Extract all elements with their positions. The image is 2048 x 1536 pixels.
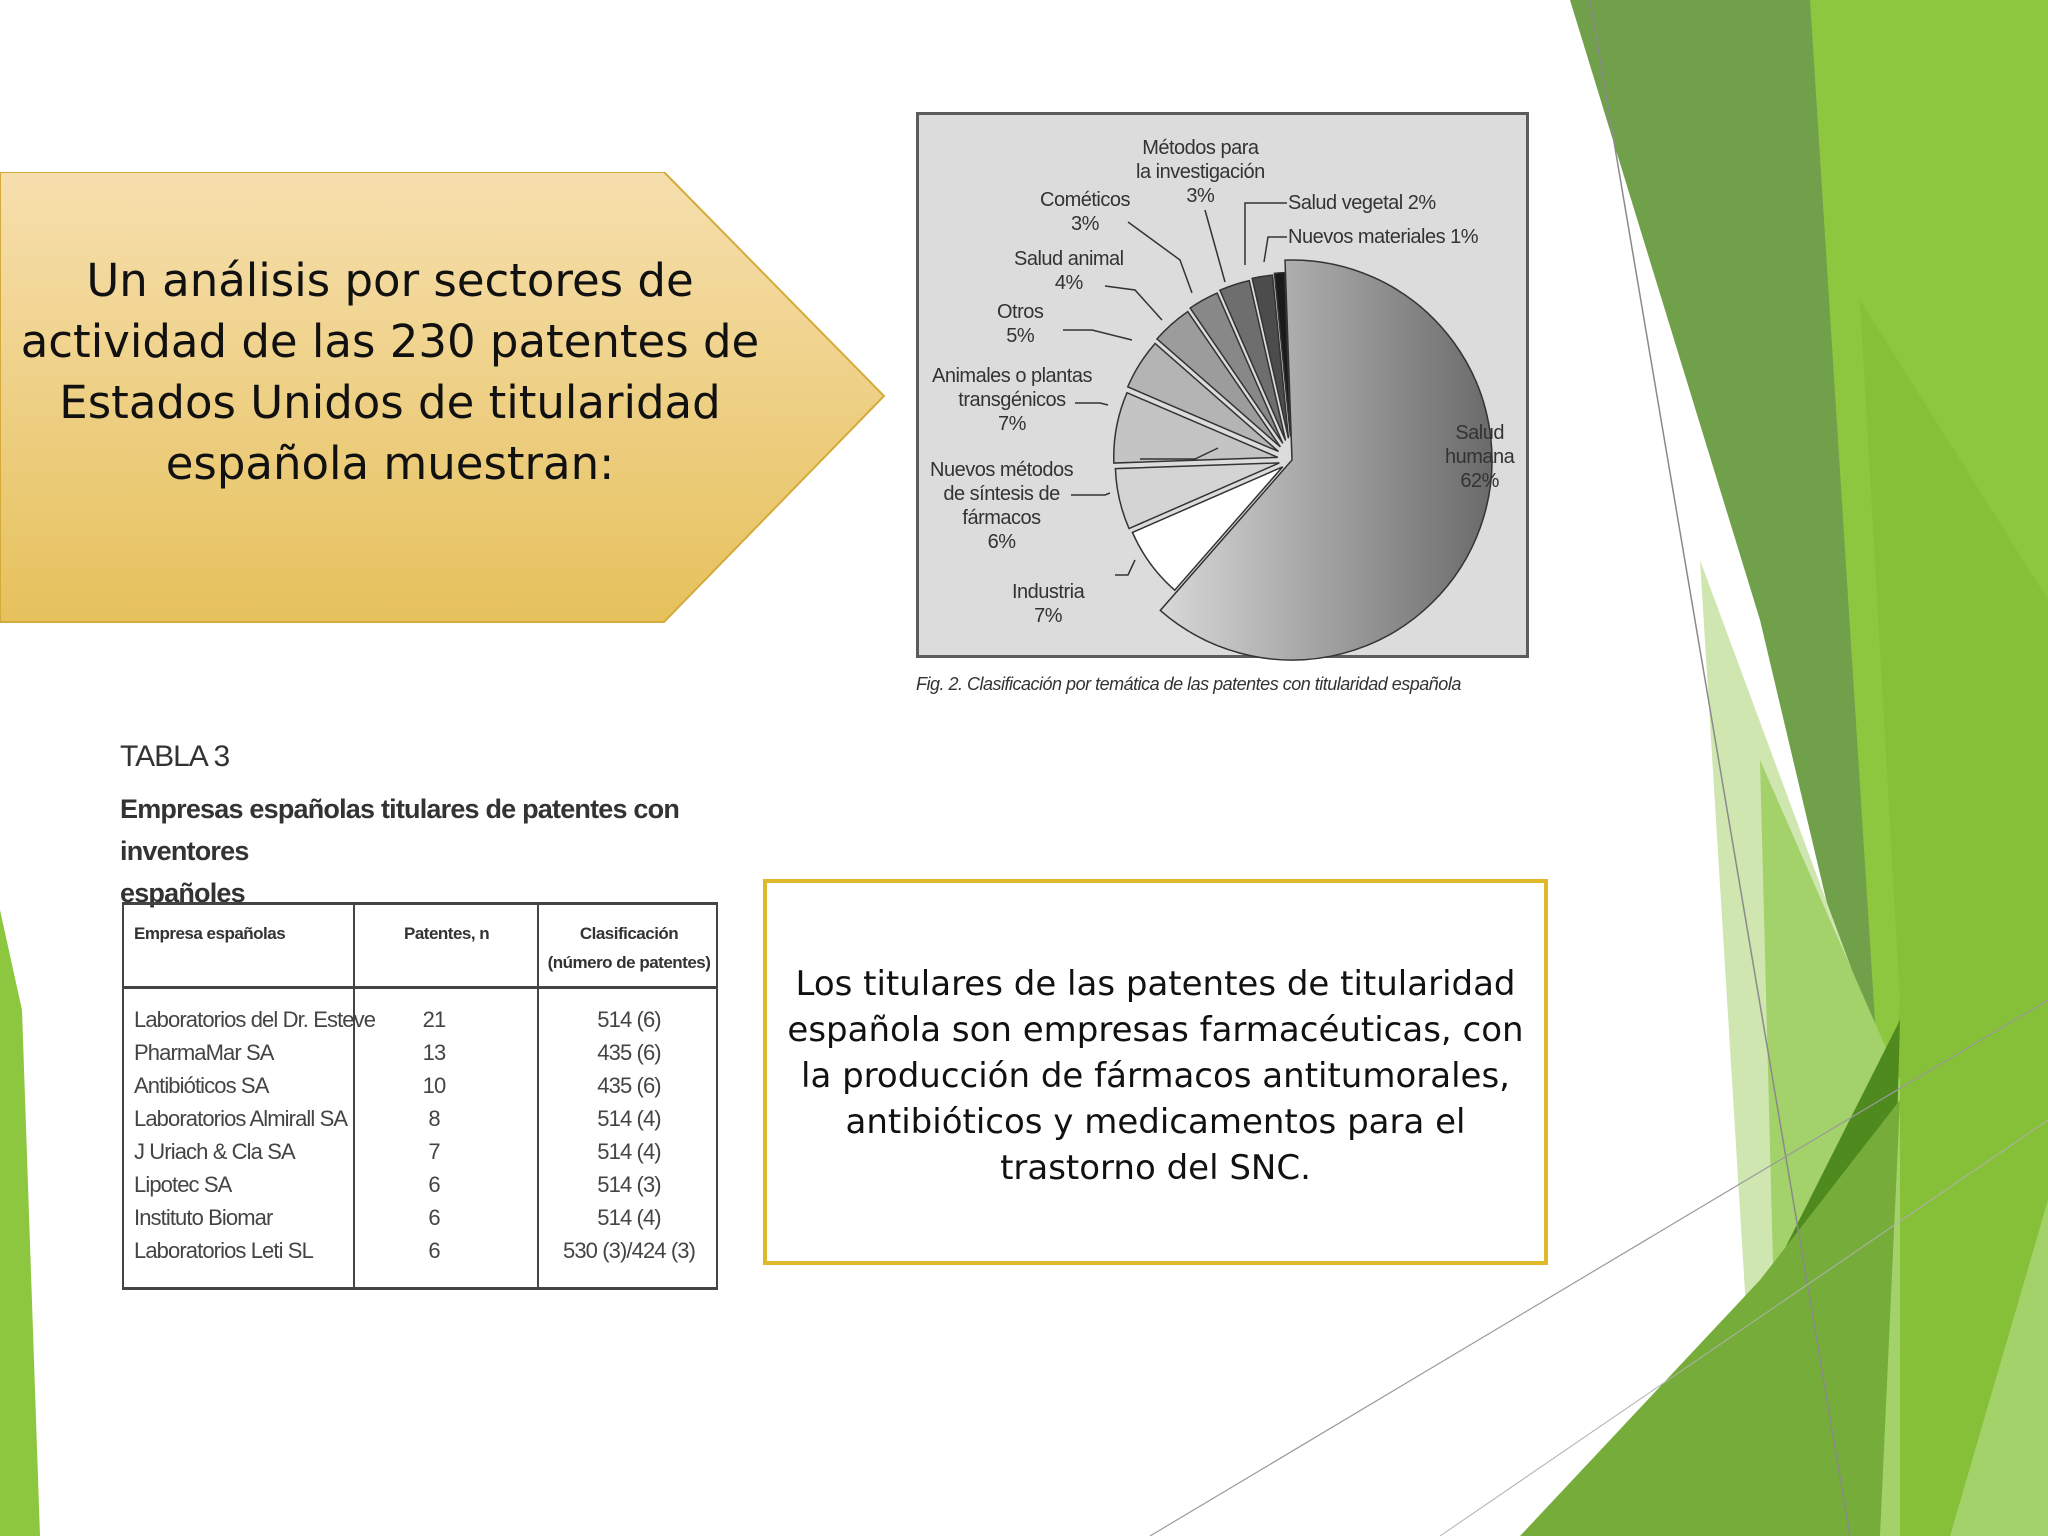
patents-table <box>122 902 718 1290</box>
table-cell-empresa: PharmaMar SA <box>134 1040 274 1065</box>
table-title: Empresas españolas titulares de patentes con inventores españoles <box>120 794 680 908</box>
table-cell-patentes: 8 <box>428 1106 440 1131</box>
table-cell-empresa: Lipotec SA <box>134 1172 232 1197</box>
header-divider <box>124 986 716 989</box>
column-divider <box>537 905 539 1287</box>
table-heading <box>120 740 730 914</box>
leader-nuevos-materiales <box>1264 237 1287 262</box>
leader-metodos-inv <box>1205 210 1225 282</box>
leader-otros <box>1063 330 1132 340</box>
leader-cometicos <box>1128 222 1192 293</box>
pie-chart-figure <box>912 108 1552 708</box>
leader-salud-vegetal <box>1245 203 1287 265</box>
label-cometicos: Cométicos 3% <box>1040 189 1130 235</box>
table-cell-clasificacion: 514 (6) <box>597 1007 661 1032</box>
table-cell-clasificacion: 514 (4) <box>597 1106 661 1131</box>
header-clasificacion: Clasificación (número de patentes) <box>547 924 711 972</box>
label-otros: Otros 5% <box>997 301 1044 347</box>
left-green-wedge <box>0 910 40 1536</box>
table-cell-patentes: 21 <box>422 1007 446 1032</box>
table-cell-clasificacion: 530 (3)/424 (3) <box>562 1238 696 1263</box>
figure-caption: Fig. 2. Clasificación por temática de las patentes con titularidad española <box>916 674 1461 694</box>
table-cell-patentes: 10 <box>422 1073 446 1098</box>
table-cell-clasificacion: 514 (4) <box>597 1139 661 1164</box>
header-empresa: Empresa españolas <box>134 924 286 943</box>
table-number: TABLA 3 <box>120 740 230 773</box>
table-cell-clasificacion: 435 (6) <box>597 1073 661 1098</box>
label-industria: Industria 7% <box>1012 581 1085 627</box>
table-cell-clasificacion: 514 (3) <box>597 1172 661 1197</box>
label-nuevos-materiales: Nuevos materiales 1% <box>1288 226 1479 248</box>
table-cell-patentes: 6 <box>428 1238 440 1263</box>
label-salud-vegetal: Salud vegetal 2% <box>1288 192 1436 214</box>
table-cell-empresa: J Uriach & Cla SA <box>134 1139 295 1164</box>
column-clasificacion <box>544 1003 714 1267</box>
table-cell-empresa: Laboratorios Almirall SA <box>134 1106 348 1131</box>
table-cell-clasificacion: 435 (6) <box>597 1040 661 1065</box>
label-metodos-investigacion: Métodos para la investigación 3% <box>1136 137 1265 207</box>
header-patentes: Patentes, n <box>404 924 490 943</box>
table-cell-clasificacion: 514 (4) <box>597 1205 661 1230</box>
column-empresa <box>134 1003 375 1267</box>
table-cell-empresa: Antibióticos SA <box>134 1073 269 1098</box>
label-salud-humana: Salud humana 62% <box>1445 422 1515 492</box>
table-cell-empresa: Laboratorios Leti SL <box>134 1238 313 1263</box>
table-cell-empresa: Laboratorios del Dr. Esteve <box>134 1007 376 1032</box>
table-cell-empresa: Instituto Biomar <box>134 1205 273 1230</box>
label-salud-animal: Salud animal 4% <box>1014 248 1124 294</box>
callout-text: Un análisis por sectores de actividad de las 230 patentes de Estados Unidos de titularidad española muestran: <box>20 254 760 490</box>
label-nuevos-metodos-sintesis: Nuevos métodos de síntesis de fármacos 6% <box>930 459 1074 553</box>
table-cell-patentes: 13 <box>422 1040 446 1065</box>
label-animales-transgenicos: Animales o plantas transgénicos 7% <box>932 365 1092 435</box>
note-box <box>763 879 1548 1265</box>
table-cell-patentes: 6 <box>428 1172 440 1197</box>
table-cell-patentes: 6 <box>428 1205 440 1230</box>
column-patentes <box>414 1003 454 1267</box>
note-text: Los titulares de las patentes de titularidad española son empresas farmacéuticas, con la producción de fármacos antitumorales, antibióticos y medicamentos para el trastorno del SNC. <box>787 964 1524 1188</box>
table-cell-patentes: 7 <box>428 1139 440 1164</box>
leader-nuevos-metodos <box>1071 493 1110 495</box>
leader-industria <box>1115 560 1135 575</box>
